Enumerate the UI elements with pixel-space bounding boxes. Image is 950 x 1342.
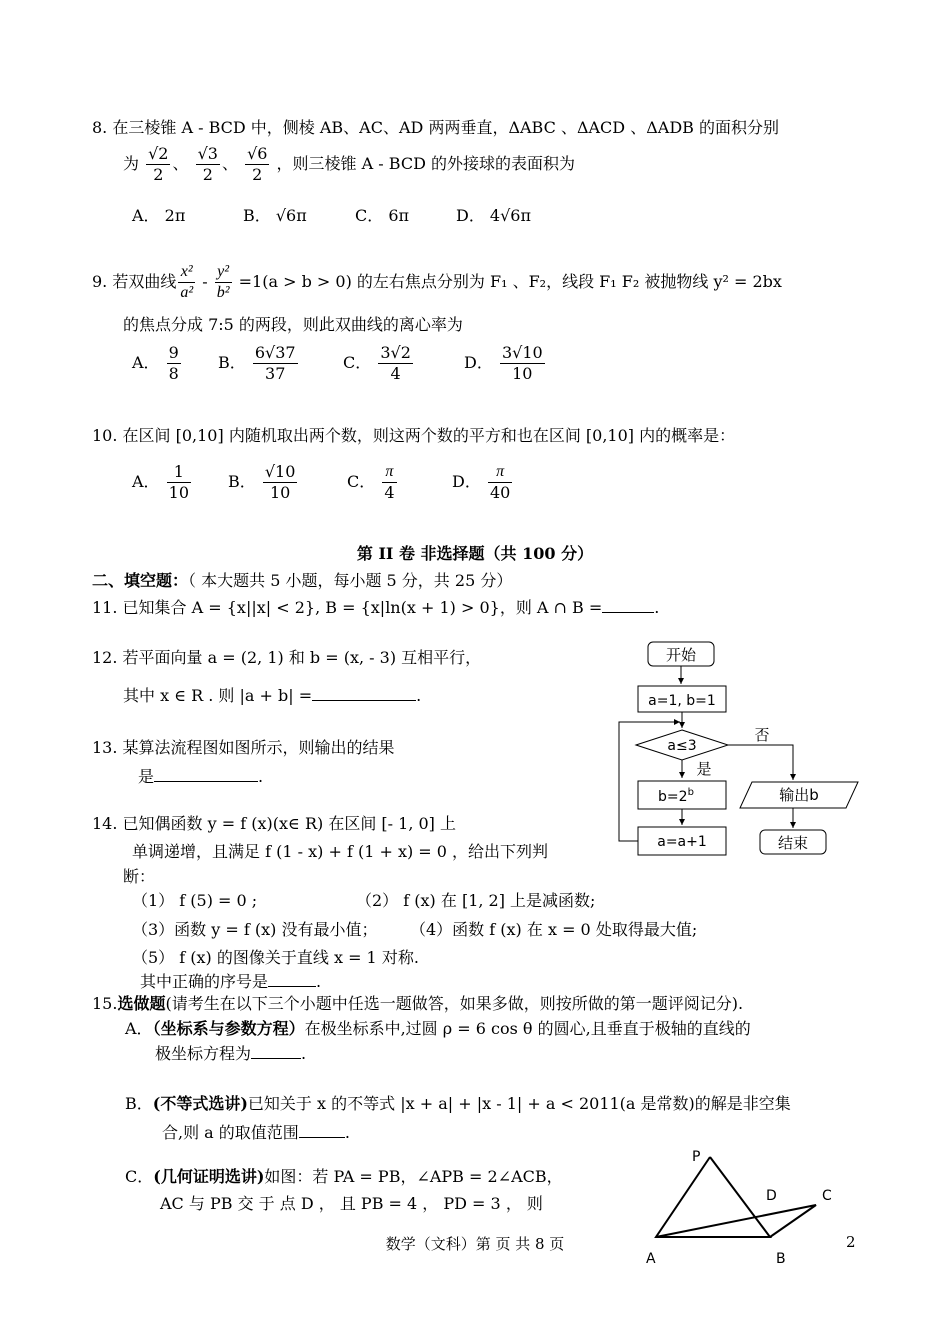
q10-option-a: A． $\frac{1}{10}$ [132,462,190,502]
q9-option-b: B． $\frac{6√37}{37}$ [218,343,296,383]
label-d: D [766,1188,777,1204]
flow-end-text: 结束 [777,834,809,852]
q8-fraction-2: $\frac{√3}{2}$ [197,144,218,184]
q8-fraction-1: $\frac{√2}{2}$ [148,144,169,184]
q15-a-answer-blank[interactable] [251,1044,301,1059]
q14-item-3: （3）函数 y = f (x) 没有最小值； [132,920,378,939]
q15-intro: 15.选做题(请考生在以下三个小题中任选一题做答，如果多做，则按所做的第一题评阅记分). [92,994,744,1013]
q10-option-b: B． $\frac{√10}{10}$ [228,462,296,502]
q8-suffix: ，则三棱锥 A - BCD 的外接球的表面积为 [276,154,575,173]
q8-fraction-3: $\frac{√6}{2}$ [247,144,268,184]
q11-text: 11. 已知集合 A = {x||x| < 2}, B = {x|ln(x + 1) > 0}，则 A ∩ B = . [92,598,660,617]
flow-yes-label: 是 [696,760,712,778]
q12-answer-blank[interactable] [312,686,416,701]
label-a: A [646,1251,656,1267]
q13-answer-blank[interactable] [154,767,258,782]
q9-option-c: C． $\frac{3√2}{4}$ [343,343,411,383]
q14-line2: 单调递增，且满足 f (1 - x) + f (1 + x) = 0 ，给出下列判 [132,842,549,861]
q14-item-1: （1） f (5) = 0 ; [132,891,258,910]
q9-option-a: A． $\frac{9}{8}$ [132,343,179,383]
page-number: 2 [846,1233,856,1251]
q9-line2: 的焦点分成 7:5 的两段，则此双曲线的离心率为 [123,315,463,334]
q14-last: 其中正确的序号是 . [140,972,322,991]
q12-line1: 12. 若平面向量 a = (2, 1) 和 b = (x, - 3) 互相平行， [92,648,482,667]
flow-no-label: 否 [754,726,770,744]
q15-c-line2: AC 与 PB 交 于 点 D ， 且 PB = 4 ， PD = 3 ， 则 [160,1194,543,1213]
flow-increment-text: a=a+1 [657,834,707,850]
q8-line2: 为 $\frac{√2}{2}$ 、 $\frac{√3}{2}$ 、 $\frac{√6}{2}$ ，则三棱锥 A - BCD 的外接球的表面积为 [123,144,575,184]
q9-option-d: D． $\frac{3√10}{10}$ [464,343,543,383]
q10-text: 10. 在区间 [0,10] 内随机取出两个数，则这两个数的平方和也在区间 [0,10] 内的概率是： [92,426,736,445]
q10-option-c: C． $\frac{\pi}{4}$ [347,463,395,502]
q15-a-line1: A．（坐标系与参数方程）在极坐标系中,过圆 ρ = 6 cos θ 的圆心,且垂直于极轴的直线的 [125,1019,751,1038]
flow-condition-text: a≤3 [667,738,697,754]
q14-item-2: （2） f (x) 在 [1, 2] 上是减函数; [356,891,596,910]
flow-init-text: a=1, b=1 [648,693,716,709]
q14-item-5: （5） f (x) 的图像关于直线 x = 1 对称. [132,948,419,967]
q8-option-c: C． 6π [355,206,410,225]
label-p: P [692,1149,701,1165]
flow-assign-text: $b=2^b$ [658,787,694,805]
flowchart [600,636,870,861]
q14-item-4: （4）函数 f (x) 在 x = 0 处取得最大值; [410,920,698,939]
page-footer: 数学（文科）第 页 共 8 页 [385,1235,565,1253]
q15-b-answer-blank[interactable] [299,1123,345,1138]
q8-line1: 8. 在三棱锥 A - BCD 中，侧棱 AB、AC、AD 两两垂直，ΔABC 、ΔACD 、ΔADB 的面积分别 [92,118,779,137]
label-c: C [822,1188,832,1204]
q12-line2: 其中 x ∈ R . 则 |a + b| = . [123,686,422,705]
q15-b-line2: 合,则 a 的取值范围 . [162,1123,350,1142]
q15-c-line1: C．(几何证明选讲)如图：若 PA = PB，∠APB = 2∠ACB， [125,1167,563,1186]
q9-x-fraction: $\frac{\text{x²}}{\text{a²}}$ [180,263,194,301]
q8-prefix: 为 [123,154,140,173]
section-title: 第 II 卷 非选择题（共 100 分） [356,544,594,563]
q11-answer-blank[interactable] [602,598,654,613]
q9-y-fraction: $\frac{\text{y²}}{\text{b²}}$ [216,263,230,301]
q15-b-line1: B．(不等式选讲)已知关于 x 的不等式 |x + a| + |x - 1| + a < 2011(a 是常数)的解是非空集 [125,1094,791,1113]
q14-line3: 断： [123,867,156,886]
part2-heading: 二、填空题：（ 本大题共 5 小题，每小题 5 分，共 25 分） [92,571,513,590]
q14-answer-blank[interactable] [268,972,316,987]
q8-option-d: D． 4√6π [456,206,531,225]
q15-a-line2: 极坐标方程为 . [155,1044,307,1063]
label-b: B [776,1251,786,1267]
q13-line1: 13. 某算法流程图如图所示，则输出的结果 [92,738,395,757]
q8-option-a: A． 2π [132,206,186,225]
q8-option-b: B． √6π [243,206,307,225]
flow-start-text: 开始 [665,646,697,664]
q14-line1: 14. 已知偶函数 y = f (x)(x∈ R) 在区间 [- 1, 0] 上 [92,814,457,833]
q10-option-d: D． $\frac{\pi}{40}$ [452,463,511,502]
q13-line2: 是 . [138,767,264,786]
q9-line1: 9. 若双曲线 $\frac{\text{x²}}{\text{a²}}$ - $\frac{\text{y²}}{\text{b²}}$ =1(a > b > 0) 的左右焦点分别为 F₁ 、F₂，线段 F₁ F₂ 被抛物线 y² = 2bx [92,263,782,301]
flow-output-text: 输出b [779,786,819,804]
